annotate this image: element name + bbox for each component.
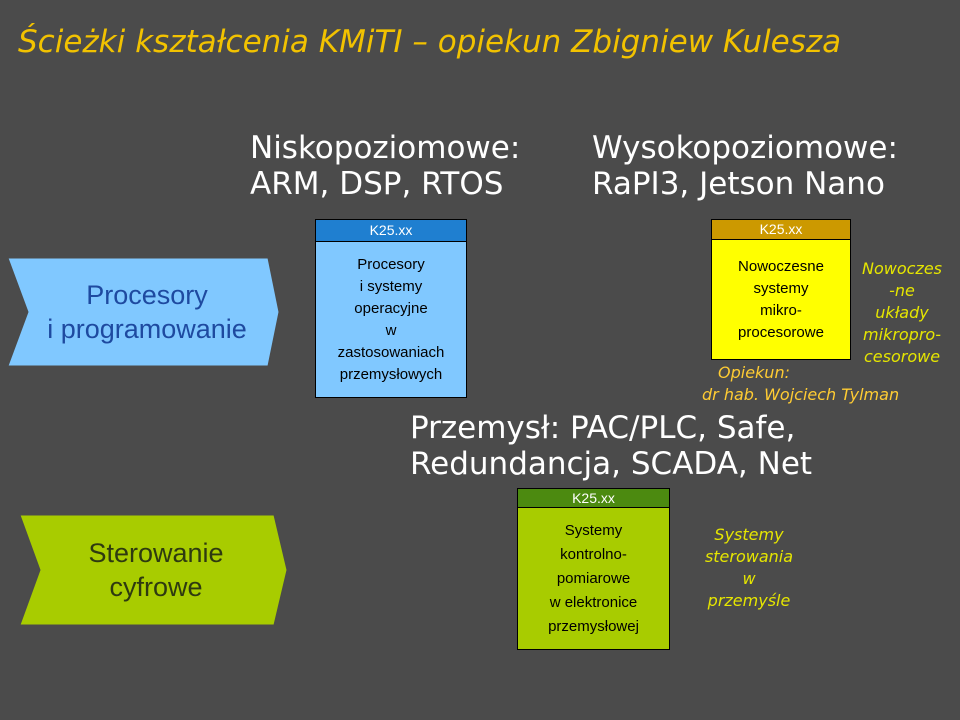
course-title-line: i systemy xyxy=(359,277,423,295)
track-processors-label-line-2: i programowanie xyxy=(47,314,247,344)
track-processors-label xyxy=(41,278,247,346)
note-line: sterowania xyxy=(704,547,794,566)
course-title xyxy=(316,242,466,397)
course-title xyxy=(518,508,669,649)
tutor-label: Opiekun: xyxy=(718,363,790,382)
course-title-line: Procesory xyxy=(357,255,425,273)
tutor-name: dr hab. Wojciech Tylman xyxy=(702,385,900,404)
track-control-label xyxy=(84,536,223,604)
industry-heading-line-2: Redundancja, SCADA, Net xyxy=(410,446,813,482)
course-title-line: kontrolno- xyxy=(560,545,627,563)
note-line: mikropro- xyxy=(863,325,941,344)
note-line: Nowoczes xyxy=(861,259,942,278)
industry-heading xyxy=(410,410,812,482)
note-control-systems xyxy=(690,524,808,612)
track-control-label-line-1: Sterowanie xyxy=(88,538,224,568)
low-level-heading xyxy=(250,130,520,202)
course-card-microprocessors xyxy=(711,219,851,360)
low-level-heading-line-2: ARM, DSP, RTOS xyxy=(250,166,504,202)
note-line: cesorowe xyxy=(863,347,941,366)
slide-title: Ścieżki kształcenia KMiTI – opiekun Zbigniew Kulesza xyxy=(18,24,842,60)
note-line: układy xyxy=(875,303,929,322)
note-line: Systemy xyxy=(714,525,784,544)
course-title-line: w xyxy=(385,321,397,339)
industry-heading-line-1: Przemysł: PAC/PLC, Safe, xyxy=(410,410,796,446)
course-code: K25.xx xyxy=(316,220,466,242)
course-title-line: procesorowe xyxy=(738,323,824,341)
note-line: przemyśle xyxy=(707,591,791,610)
course-card-processors xyxy=(315,219,467,398)
course-title-line: systemy xyxy=(753,279,809,297)
course-title-line: pomiarowe xyxy=(556,569,631,587)
course-title-line: zastosowaniach xyxy=(337,343,445,361)
low-level-heading-line-1: Niskopoziomowe: xyxy=(250,130,521,166)
track-control-label-line-2: cyfrowe xyxy=(109,572,203,602)
course-title-line: mikro- xyxy=(760,301,802,319)
course-title-line: Nowoczesne xyxy=(738,257,824,275)
tutor-info xyxy=(702,362,900,406)
course-title xyxy=(712,240,850,359)
course-title-line: operacyjne xyxy=(354,299,428,317)
course-title-line: w elektronice xyxy=(549,593,638,611)
course-title-line: Systemy xyxy=(564,521,623,539)
note-line: w xyxy=(742,569,756,588)
high-level-heading-line-1: Wysokopoziomowe: xyxy=(592,130,898,166)
note-line: -ne xyxy=(889,281,915,300)
course-title-line: przemysłowej xyxy=(548,617,639,635)
high-level-heading xyxy=(592,130,898,202)
course-title-line: przemysłowych xyxy=(339,365,443,383)
track-control-arrow xyxy=(20,514,288,626)
note-microprocessors xyxy=(852,258,952,368)
high-level-heading-line-2: RaPI3, Jetson Nano xyxy=(592,166,885,202)
track-processors-label-line-1: Procesory xyxy=(86,280,208,310)
course-code: K25.xx xyxy=(518,489,669,508)
course-card-control-systems xyxy=(517,488,670,650)
track-processors-arrow xyxy=(8,257,280,367)
course-code: K25.xx xyxy=(712,220,850,240)
